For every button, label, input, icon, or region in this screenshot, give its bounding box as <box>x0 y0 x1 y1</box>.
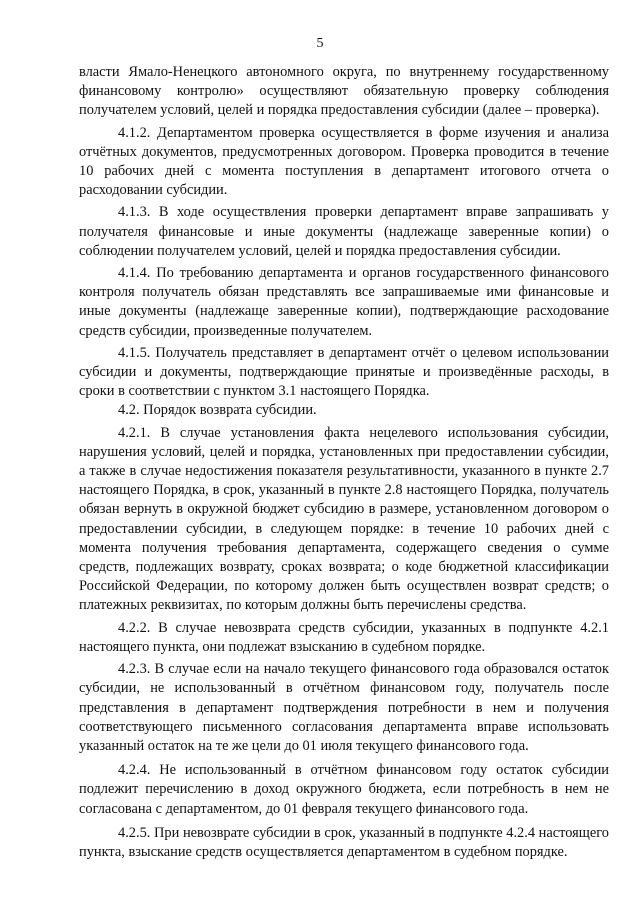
paragraph-4-2-4: 4.2.4. Не использованный в отчётном финансовом году остаток субсидии подлежит перечислению в доход окружного бюджета, если потребность в нем не согласована с департаментом, до 01 февраля текущего финансового года. <box>79 762 609 817</box>
document-body <box>79 63 609 862</box>
paragraph-4-1-2: 4.1.2. Департаментом проверка осуществляется в форме изучения и анализа отчётных документов, предусмотренных договором. Проверка проводится в течение 10 рабочих дней с момента поступления в департамент итогового отчета о расходовании субсидии. <box>79 124 609 199</box>
paragraph-4-2-2: 4.2.2. В случае невозврата средств субсидии, указанных в подпункте 4.2.1 настоящего пункта, они подлежат взысканию в судебном порядке. <box>79 619 609 655</box>
paragraph-4-2-1: 4.2.1. В случае установления факта нецелевого использования субсидии, нарушения условий, целей и порядка, установленных при предоставлении субсидии, а также в случае недостижения показателя результативности, указанного в пункте 2.7 настоящего Порядка, в срок, указанный в пункте 2.8 настоящего Порядка, получатель обязан вернуть в окружной бюджет субсидию в размере, установленном договором о предоставлении субсидии, в следующем порядке: в течение 10 рабочих дней с момента получения требования департамента, содержащего сведения о сумме средств, подлежащих возврату, сроках возврата; о коде бюджетной классификации Российской Федерации, по которому должен быть осуществлен возврат средств; о платежных реквизитах, по которым должны быть перечислены средства. <box>79 424 609 614</box>
paragraph-4-1-3: 4.1.3. В ходе осуществления проверки департамент вправе запрашивать у получателя финансовые и иные документы (надлежаще заверенные копии) о соблюдении получателем условий, целей и порядка предоставления субсидии. <box>79 204 609 259</box>
section-heading-4-2: 4.2. Порядок возврата субсидии. <box>118 402 317 419</box>
page-number: 5 <box>316 36 324 51</box>
paragraph-4-1-5: 4.1.5. Получатель представляет в департамент отчёт о целевом использовании субсидии и документы, подтверждающие принятые и произведённые расходы, в сроки в соответствии с пунктом 3.1 настоящего Порядка. <box>79 344 609 400</box>
paragraph-4-2-5: 4.2.5. При невозврате субсидии в срок, указанный в подпункте 4.2.4 настоящего пункта, взыскание средств осуществляется департаментом в судебном порядке. <box>79 824 609 860</box>
paragraph-continuation: власти Ямало-Ненецкого автономного округа, по внутреннему государственному финансовому контролю» осуществляют обязательную проверку соблюдения получателем условий, целей и порядка предоставления субсидии (далее – проверка). <box>79 64 609 119</box>
paragraph-4-2-3: 4.2.3. В случае если на начало текущего финансового года образовался остаток субсидии, не использованный в отчётном финансовом году, получатель после представления в департамент подтверждения потребности в нем и получения соответствующего письменного согласования департамента вправе использовать указанный остаток на те же цели до 01 июля текущего финансового года. <box>79 661 609 754</box>
paragraph-4-1-4: 4.1.4. По требованию департамента и органов государственного финансового контроля получатель обязан представлять все запрашиваемые ими финансовые и иные документы (надлежаще заверенные копии), подтверждающие расходование средств субсидии, произведенные получателем. <box>79 265 609 339</box>
